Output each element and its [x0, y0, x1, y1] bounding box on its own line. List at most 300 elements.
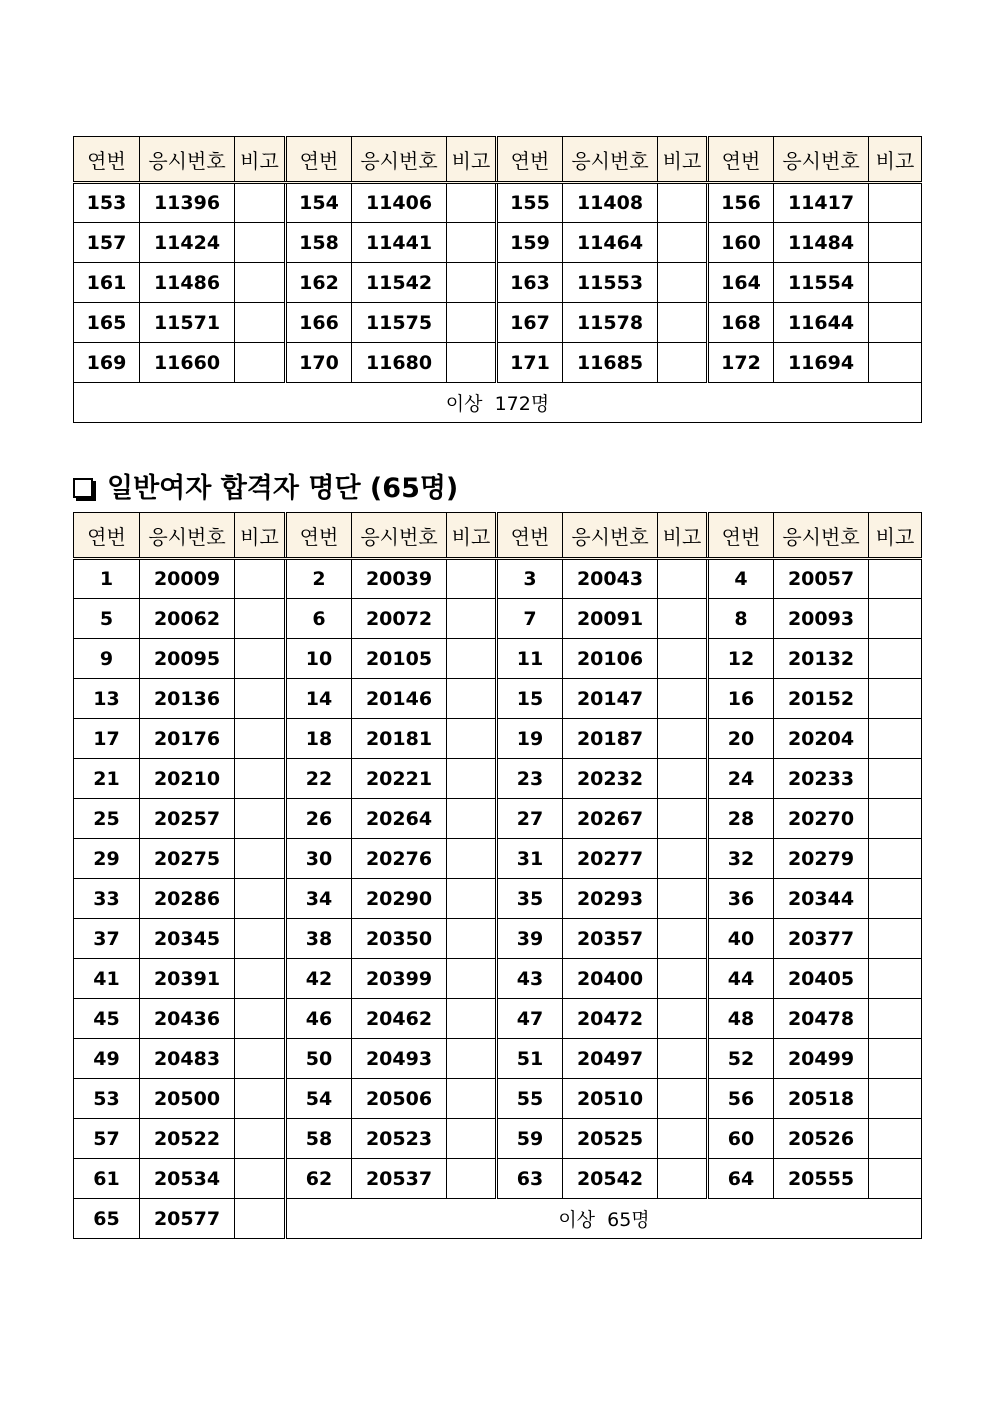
- remarks-cell: [235, 1119, 286, 1159]
- seq-no-cell: 17: [74, 719, 140, 759]
- exam-no-cell: 20062: [140, 599, 235, 639]
- seq-no-cell: 45: [74, 999, 140, 1039]
- seq-no-cell: 155: [497, 183, 563, 223]
- exam-no-cell: 20534: [140, 1159, 235, 1199]
- exam-no-cell: 20293: [563, 879, 658, 919]
- remarks-cell: [447, 919, 497, 959]
- remarks-cell: [235, 343, 286, 383]
- exam-no-cell: 20039: [352, 559, 447, 599]
- seq-no-cell: 158: [286, 223, 352, 263]
- seq-no-cell: 56: [708, 1079, 774, 1119]
- seq-no-cell: 4: [708, 559, 774, 599]
- seq-no-cell: 169: [74, 343, 140, 383]
- exam-no-cell: 11417: [774, 183, 869, 223]
- remarks-cell: [447, 1159, 497, 1199]
- exam-no-cell: 20542: [563, 1159, 658, 1199]
- remarks-cell: [235, 639, 286, 679]
- seq-no-cell: 37: [74, 919, 140, 959]
- exam-no-cell: 11554: [774, 263, 869, 303]
- header-exam-no: 응시번호: [352, 513, 447, 559]
- exam-no-cell: 20267: [563, 799, 658, 839]
- seq-no-cell: 172: [708, 343, 774, 383]
- seq-no-cell: 157: [74, 223, 140, 263]
- remarks-cell: [869, 799, 922, 839]
- exam-no-cell: 20518: [774, 1079, 869, 1119]
- exam-no-cell: 20105: [352, 639, 447, 679]
- remarks-cell: [235, 303, 286, 343]
- seq-no-cell: 60: [708, 1119, 774, 1159]
- seq-no-cell: 64: [708, 1159, 774, 1199]
- exam-no-cell: 20405: [774, 959, 869, 999]
- exam-no-cell: 20257: [140, 799, 235, 839]
- seq-no-cell: 62: [286, 1159, 352, 1199]
- seq-no-cell: 16: [708, 679, 774, 719]
- exam-no-cell: 20176: [140, 719, 235, 759]
- table-row: [74, 223, 922, 263]
- section-title-text: 일반여자 합격자 명단 (65명): [107, 473, 459, 504]
- exam-no-cell: 20187: [563, 719, 658, 759]
- seq-no-cell: 44: [708, 959, 774, 999]
- seq-no-cell: 59: [497, 1119, 563, 1159]
- exam-no-cell: 20377: [774, 919, 869, 959]
- remarks-cell: [235, 183, 286, 223]
- remarks-cell: [235, 879, 286, 919]
- table-row: [74, 879, 922, 919]
- seq-no-cell: 171: [497, 343, 563, 383]
- remarks-cell: [235, 263, 286, 303]
- remarks-cell: [658, 303, 708, 343]
- remarks-cell: [869, 1079, 922, 1119]
- exam-no-cell: 20152: [774, 679, 869, 719]
- exam-no-cell: 20391: [140, 959, 235, 999]
- exam-no-cell: 20537: [352, 1159, 447, 1199]
- seq-no-cell: 23: [497, 759, 563, 799]
- remarks-cell: [235, 959, 286, 999]
- remarks-cell: [235, 599, 286, 639]
- remarks-cell: [658, 1039, 708, 1079]
- header-seq-no: 연번: [74, 137, 140, 183]
- table-row: [74, 959, 922, 999]
- remarks-cell: [235, 559, 286, 599]
- remarks-cell: [447, 303, 497, 343]
- remarks-cell: [658, 183, 708, 223]
- exam-no-cell: 20210: [140, 759, 235, 799]
- exam-no-cell: 11694: [774, 343, 869, 383]
- remarks-cell: [869, 559, 922, 599]
- exam-no-cell: 20091: [563, 599, 658, 639]
- remarks-cell: [658, 759, 708, 799]
- remarks-cell: [235, 223, 286, 263]
- seq-no-cell: 65: [74, 1199, 140, 1239]
- exam-no-cell: 20286: [140, 879, 235, 919]
- exam-no-cell: 20350: [352, 919, 447, 959]
- exam-no-cell: 20093: [774, 599, 869, 639]
- exam-no-cell: 20493: [352, 1039, 447, 1079]
- seq-no-cell: 25: [74, 799, 140, 839]
- seq-no-cell: 9: [74, 639, 140, 679]
- table-row: [74, 759, 922, 799]
- remarks-cell: [869, 919, 922, 959]
- seq-no-cell: 48: [708, 999, 774, 1039]
- header-remarks: 비고: [869, 137, 922, 183]
- exam-no-cell: 11441: [352, 223, 447, 263]
- exam-no-cell: 20204: [774, 719, 869, 759]
- seq-no-cell: 39: [497, 919, 563, 959]
- header-remarks: 비고: [869, 513, 922, 559]
- remarks-cell: [235, 919, 286, 959]
- exam-no-cell: 11680: [352, 343, 447, 383]
- exam-no-cell: 20483: [140, 1039, 235, 1079]
- exam-no-cell: 20499: [774, 1039, 869, 1079]
- remarks-cell: [658, 559, 708, 599]
- seq-no-cell: 57: [74, 1119, 140, 1159]
- exam-no-cell: 20264: [352, 799, 447, 839]
- total-count-label: 이상 172명: [74, 383, 922, 423]
- seq-no-cell: 165: [74, 303, 140, 343]
- exam-no-cell: 11406: [352, 183, 447, 223]
- checkbox-square-icon: [73, 478, 93, 498]
- table-row: [74, 719, 922, 759]
- header-exam-no: 응시번호: [774, 137, 869, 183]
- total-count-label: 이상 65명: [286, 1199, 922, 1239]
- remarks-cell: [447, 839, 497, 879]
- seq-no-cell: 22: [286, 759, 352, 799]
- table-row: [74, 599, 922, 639]
- exam-no-cell: 11575: [352, 303, 447, 343]
- seq-no-cell: 5: [74, 599, 140, 639]
- header-exam-no: 응시번호: [140, 513, 235, 559]
- remarks-cell: [658, 679, 708, 719]
- exam-no-cell: 11571: [140, 303, 235, 343]
- seq-no-cell: 8: [708, 599, 774, 639]
- seq-no-cell: 3: [497, 559, 563, 599]
- seq-no-cell: 26: [286, 799, 352, 839]
- seq-no-cell: 24: [708, 759, 774, 799]
- remarks-cell: [658, 599, 708, 639]
- remarks-cell: [658, 223, 708, 263]
- remarks-cell: [658, 879, 708, 919]
- remarks-cell: [447, 1119, 497, 1159]
- seq-no-cell: 19: [497, 719, 563, 759]
- remarks-cell: [869, 1159, 922, 1199]
- table-row: [74, 679, 922, 719]
- passed-list-table-general-female: [73, 512, 922, 1239]
- remarks-cell: [235, 839, 286, 879]
- remarks-cell: [658, 799, 708, 839]
- exam-no-cell: 20526: [774, 1119, 869, 1159]
- remarks-cell: [869, 679, 922, 719]
- header-seq-no: 연번: [497, 513, 563, 559]
- seq-no-cell: 153: [74, 183, 140, 223]
- exam-no-cell: 11542: [352, 263, 447, 303]
- seq-no-cell: 53: [74, 1079, 140, 1119]
- seq-no-cell: 160: [708, 223, 774, 263]
- seq-no-cell: 11: [497, 639, 563, 679]
- exam-no-cell: 11553: [563, 263, 658, 303]
- seq-no-cell: 20: [708, 719, 774, 759]
- exam-no-cell: 20506: [352, 1079, 447, 1119]
- seq-no-cell: 52: [708, 1039, 774, 1079]
- seq-no-cell: 12: [708, 639, 774, 679]
- seq-no-cell: 28: [708, 799, 774, 839]
- seq-no-cell: 156: [708, 183, 774, 223]
- remarks-cell: [658, 1079, 708, 1119]
- exam-no-cell: 11660: [140, 343, 235, 383]
- exam-no-cell: 11424: [140, 223, 235, 263]
- remarks-cell: [235, 1039, 286, 1079]
- remarks-cell: [658, 919, 708, 959]
- exam-no-cell: 20279: [774, 839, 869, 879]
- remarks-cell: [658, 999, 708, 1039]
- seq-no-cell: 61: [74, 1159, 140, 1199]
- remarks-cell: [447, 719, 497, 759]
- seq-no-cell: 63: [497, 1159, 563, 1199]
- seq-no-cell: 10: [286, 639, 352, 679]
- exam-no-cell: 20277: [563, 839, 658, 879]
- exam-no-cell: 20106: [563, 639, 658, 679]
- remarks-cell: [869, 719, 922, 759]
- exam-no-cell: 20270: [774, 799, 869, 839]
- seq-no-cell: 49: [74, 1039, 140, 1079]
- remarks-cell: [869, 1039, 922, 1079]
- seq-no-cell: 168: [708, 303, 774, 343]
- remarks-cell: [658, 343, 708, 383]
- header-seq-no: 연번: [708, 137, 774, 183]
- table-row: [74, 999, 922, 1039]
- exam-no-cell: 20232: [563, 759, 658, 799]
- exam-no-cell: 20436: [140, 999, 235, 1039]
- header-exam-no: 응시번호: [563, 137, 658, 183]
- header-remarks: 비고: [235, 137, 286, 183]
- exam-no-cell: 20525: [563, 1119, 658, 1159]
- remarks-cell: [447, 559, 497, 599]
- exam-no-cell: 20221: [352, 759, 447, 799]
- seq-no-cell: 38: [286, 919, 352, 959]
- seq-no-cell: 40: [708, 919, 774, 959]
- remarks-cell: [447, 183, 497, 223]
- remarks-cell: [447, 223, 497, 263]
- seq-no-cell: 162: [286, 263, 352, 303]
- table-row: [74, 559, 922, 599]
- exam-no-cell: 20399: [352, 959, 447, 999]
- exam-no-cell: 20577: [140, 1199, 235, 1239]
- seq-no-cell: 29: [74, 839, 140, 879]
- passed-list-table-1: [73, 136, 922, 423]
- seq-no-cell: 163: [497, 263, 563, 303]
- header-remarks: 비고: [658, 513, 708, 559]
- exam-no-cell: 11484: [774, 223, 869, 263]
- exam-no-cell: 20136: [140, 679, 235, 719]
- exam-no-cell: 20555: [774, 1159, 869, 1199]
- remarks-cell: [447, 999, 497, 1039]
- remarks-cell: [869, 183, 922, 223]
- remarks-cell: [869, 759, 922, 799]
- remarks-cell: [235, 999, 286, 1039]
- table-row: [74, 343, 922, 383]
- table-footer-row: [74, 383, 922, 423]
- seq-no-cell: 170: [286, 343, 352, 383]
- remarks-cell: [658, 839, 708, 879]
- header-remarks: 비고: [235, 513, 286, 559]
- seq-no-cell: 55: [497, 1079, 563, 1119]
- exam-no-cell: 20181: [352, 719, 447, 759]
- remarks-cell: [869, 879, 922, 919]
- exam-no-cell: 20510: [563, 1079, 658, 1119]
- seq-no-cell: 50: [286, 1039, 352, 1079]
- seq-no-cell: 54: [286, 1079, 352, 1119]
- seq-no-cell: 35: [497, 879, 563, 919]
- remarks-cell: [658, 959, 708, 999]
- seq-no-cell: 154: [286, 183, 352, 223]
- exam-no-cell: 20043: [563, 559, 658, 599]
- exam-no-cell: 20400: [563, 959, 658, 999]
- table-row: [74, 1199, 922, 1239]
- exam-no-cell: 20233: [774, 759, 869, 799]
- exam-no-cell: 20522: [140, 1119, 235, 1159]
- remarks-cell: [235, 759, 286, 799]
- remarks-cell: [447, 343, 497, 383]
- seq-no-cell: 51: [497, 1039, 563, 1079]
- table-row: [74, 919, 922, 959]
- remarks-cell: [447, 599, 497, 639]
- remarks-cell: [447, 959, 497, 999]
- header-exam-no: 응시번호: [140, 137, 235, 183]
- table-row: [74, 263, 922, 303]
- exam-no-cell: 20344: [774, 879, 869, 919]
- seq-no-cell: 43: [497, 959, 563, 999]
- table-row: [74, 1079, 922, 1119]
- remarks-cell: [869, 639, 922, 679]
- seq-no-cell: 32: [708, 839, 774, 879]
- remarks-cell: [447, 679, 497, 719]
- table-row: [74, 303, 922, 343]
- table-header-row: [74, 513, 922, 559]
- seq-no-cell: 18: [286, 719, 352, 759]
- header-seq-no: 연번: [497, 137, 563, 183]
- header-remarks: 비고: [447, 137, 497, 183]
- seq-no-cell: 33: [74, 879, 140, 919]
- exam-no-cell: 20523: [352, 1119, 447, 1159]
- table-row: [74, 639, 922, 679]
- seq-no-cell: 159: [497, 223, 563, 263]
- remarks-cell: [869, 223, 922, 263]
- exam-no-cell: 20472: [563, 999, 658, 1039]
- exam-no-cell: 11408: [563, 183, 658, 223]
- remarks-cell: [869, 599, 922, 639]
- exam-no-cell: 11578: [563, 303, 658, 343]
- seq-no-cell: 36: [708, 879, 774, 919]
- header-seq-no: 연번: [74, 513, 140, 559]
- table-row: [74, 799, 922, 839]
- remarks-cell: [447, 1039, 497, 1079]
- remarks-cell: [658, 719, 708, 759]
- header-remarks: 비고: [658, 137, 708, 183]
- seq-no-cell: 21: [74, 759, 140, 799]
- seq-no-cell: 14: [286, 679, 352, 719]
- remarks-cell: [235, 1199, 286, 1239]
- remarks-cell: [869, 1119, 922, 1159]
- remarks-cell: [235, 679, 286, 719]
- table-header-row: [74, 137, 922, 183]
- seq-no-cell: 34: [286, 879, 352, 919]
- remarks-cell: [658, 1159, 708, 1199]
- remarks-cell: [869, 263, 922, 303]
- exam-no-cell: 20345: [140, 919, 235, 959]
- remarks-cell: [235, 799, 286, 839]
- remarks-cell: [869, 839, 922, 879]
- remarks-cell: [447, 263, 497, 303]
- header-exam-no: 응시번호: [352, 137, 447, 183]
- remarks-cell: [235, 719, 286, 759]
- remarks-cell: [447, 639, 497, 679]
- table-row: [74, 1039, 922, 1079]
- seq-no-cell: 58: [286, 1119, 352, 1159]
- seq-no-cell: 47: [497, 999, 563, 1039]
- seq-no-cell: 6: [286, 599, 352, 639]
- header-seq-no: 연번: [708, 513, 774, 559]
- header-seq-no: 연번: [286, 137, 352, 183]
- header-exam-no: 응시번호: [563, 513, 658, 559]
- seq-no-cell: 166: [286, 303, 352, 343]
- seq-no-cell: 30: [286, 839, 352, 879]
- seq-no-cell: 27: [497, 799, 563, 839]
- remarks-cell: [447, 759, 497, 799]
- seq-no-cell: 13: [74, 679, 140, 719]
- remarks-cell: [235, 1159, 286, 1199]
- seq-no-cell: 161: [74, 263, 140, 303]
- remarks-cell: [447, 1079, 497, 1119]
- seq-no-cell: 31: [497, 839, 563, 879]
- seq-no-cell: 1: [74, 559, 140, 599]
- exam-no-cell: 20057: [774, 559, 869, 599]
- exam-no-cell: 20095: [140, 639, 235, 679]
- header-seq-no: 연번: [286, 513, 352, 559]
- remarks-cell: [658, 639, 708, 679]
- seq-no-cell: 164: [708, 263, 774, 303]
- remarks-cell: [869, 343, 922, 383]
- exam-no-cell: 11486: [140, 263, 235, 303]
- exam-no-cell: 20072: [352, 599, 447, 639]
- section-title: [73, 466, 458, 505]
- exam-no-cell: 11644: [774, 303, 869, 343]
- header-exam-no: 응시번호: [774, 513, 869, 559]
- seq-no-cell: 46: [286, 999, 352, 1039]
- table-row: [74, 1159, 922, 1199]
- seq-no-cell: 167: [497, 303, 563, 343]
- exam-no-cell: 20009: [140, 559, 235, 599]
- remarks-cell: [869, 959, 922, 999]
- exam-no-cell: 11464: [563, 223, 658, 263]
- remarks-cell: [447, 799, 497, 839]
- exam-no-cell: 20357: [563, 919, 658, 959]
- remarks-cell: [235, 1079, 286, 1119]
- table-row: [74, 183, 922, 223]
- exam-no-cell: 20497: [563, 1039, 658, 1079]
- seq-no-cell: 2: [286, 559, 352, 599]
- table-row: [74, 839, 922, 879]
- exam-no-cell: 20462: [352, 999, 447, 1039]
- seq-no-cell: 42: [286, 959, 352, 999]
- remarks-cell: [869, 303, 922, 343]
- exam-no-cell: 20290: [352, 879, 447, 919]
- exam-no-cell: 20147: [563, 679, 658, 719]
- exam-no-cell: 11396: [140, 183, 235, 223]
- exam-no-cell: 20132: [774, 639, 869, 679]
- table-row: [74, 1119, 922, 1159]
- header-remarks: 비고: [447, 513, 497, 559]
- remarks-cell: [658, 263, 708, 303]
- seq-no-cell: 41: [74, 959, 140, 999]
